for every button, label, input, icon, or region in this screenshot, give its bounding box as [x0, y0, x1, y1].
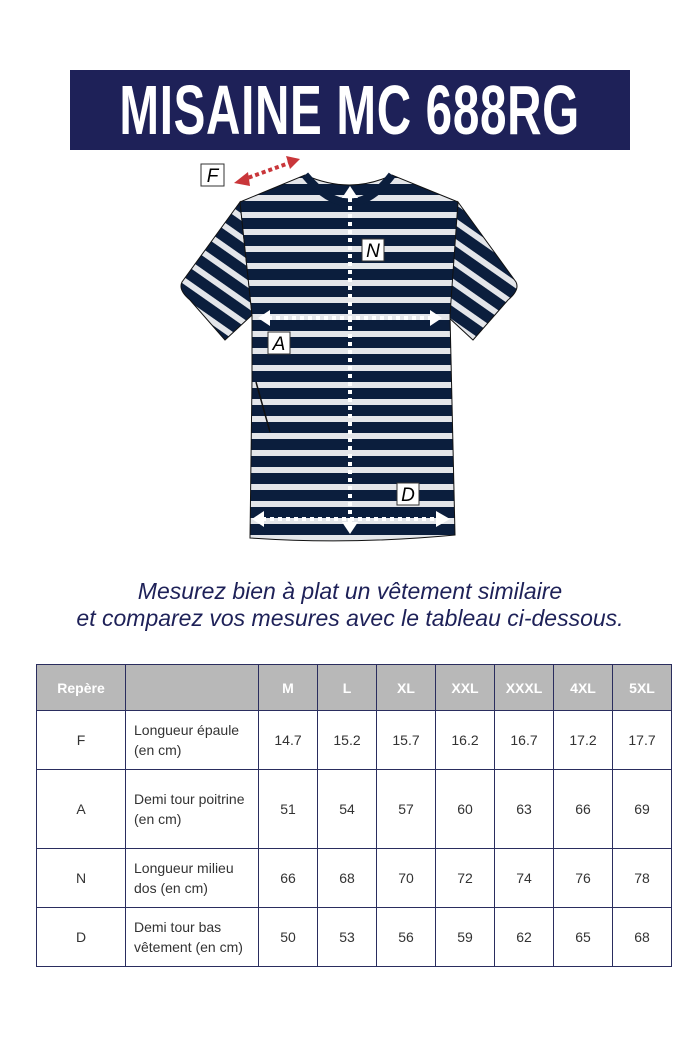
row-mark: N [37, 849, 126, 908]
cell-value: 53 [318, 908, 377, 967]
cell-value: 65 [554, 908, 613, 967]
cell-value: 66 [554, 770, 613, 849]
header-size: 5XL [613, 665, 672, 711]
table-row [37, 908, 672, 967]
cell-value: 70 [377, 849, 436, 908]
table-row [37, 770, 672, 849]
header-size: 4XL [554, 665, 613, 711]
cell-value: 17.7 [613, 711, 672, 770]
cell-value: 51 [259, 770, 318, 849]
svg-text:A: A [272, 334, 286, 355]
row-description [126, 908, 259, 967]
header-size: L [318, 665, 377, 711]
svg-text:D: D [401, 485, 415, 506]
desc-line: (en cm) [134, 742, 182, 758]
cell-value: 14.7 [259, 711, 318, 770]
instruction-line-1: Mesurez bien à plat un vêtement similaire [137, 578, 563, 604]
cell-value: 15.2 [318, 711, 377, 770]
cell-value: 54 [318, 770, 377, 849]
cell-value: 59 [436, 908, 495, 967]
cell-value: 56 [377, 908, 436, 967]
header-size: XXXL [495, 665, 554, 711]
cell-value: 66 [259, 849, 318, 908]
cell-value: 60 [436, 770, 495, 849]
desc-line: Demi tour poitrine [134, 791, 245, 807]
cell-value: 74 [495, 849, 554, 908]
page-title: MISAINE MC 688RG [119, 71, 581, 149]
cell-value: 57 [377, 770, 436, 849]
instruction-line-2: et comparez vos mesures avec le tableau ci-dessous. [76, 605, 624, 631]
row-mark: A [37, 770, 126, 849]
tshirt-measurement-diagram [170, 150, 530, 550]
cell-value: 76 [554, 849, 613, 908]
desc-line: Demi tour bas [134, 919, 222, 935]
table-row [37, 849, 672, 908]
desc-line: dos (en cm) [134, 880, 208, 896]
row-description [126, 849, 259, 908]
svg-text:N: N [366, 241, 380, 262]
cell-value: 68 [613, 908, 672, 967]
title-banner [70, 70, 630, 150]
desc-line: (en cm) [134, 811, 182, 827]
header-repere: Repère [37, 665, 126, 711]
left-sleeve [181, 202, 252, 340]
row-description [126, 711, 259, 770]
cell-value: 16.2 [436, 711, 495, 770]
desc-line: Longueur milieu [134, 860, 234, 876]
label-n [362, 239, 384, 262]
label-d [397, 483, 419, 506]
label-a [268, 332, 290, 355]
measuring-instructions [0, 578, 700, 632]
header-description [126, 665, 259, 711]
table-header-row [37, 665, 672, 711]
svg-text:F: F [206, 166, 219, 187]
cell-value: 50 [259, 908, 318, 967]
header-size: XL [377, 665, 436, 711]
cell-value: 15.7 [377, 711, 436, 770]
desc-line: Longueur épaule [134, 722, 240, 738]
header-size: M [259, 665, 318, 711]
desc-line: vêtement (en cm) [134, 939, 243, 955]
row-mark: D [37, 908, 126, 967]
label-f [201, 164, 224, 187]
cell-value: 69 [613, 770, 672, 849]
cell-value: 17.2 [554, 711, 613, 770]
cell-value: 68 [318, 849, 377, 908]
table-row [37, 711, 672, 770]
shirt-body [240, 175, 458, 541]
cell-value: 72 [436, 849, 495, 908]
header-size: XXL [436, 665, 495, 711]
cell-value: 16.7 [495, 711, 554, 770]
row-mark: F [37, 711, 126, 770]
row-description [126, 770, 259, 849]
size-chart-table [36, 664, 672, 967]
cell-value: 78 [613, 849, 672, 908]
cell-value: 63 [495, 770, 554, 849]
cell-value: 62 [495, 908, 554, 967]
